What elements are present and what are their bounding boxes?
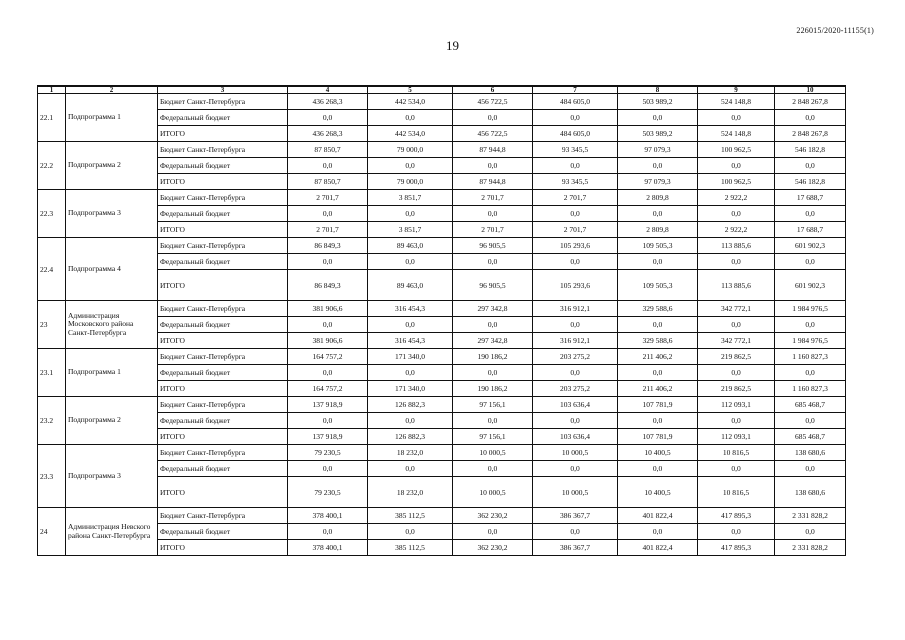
- table-row: [38, 381, 846, 397]
- table-row: [38, 524, 846, 540]
- value-cell: 107 781,9: [618, 397, 698, 413]
- value-cell: 0,0: [288, 158, 368, 174]
- document-number: 226015/2020-11155(1): [796, 26, 874, 35]
- value-cell: 0,0: [618, 365, 698, 381]
- value-cell: 685 468,7: [775, 429, 846, 445]
- row-code: 22.4: [38, 238, 66, 301]
- value-cell: 0,0: [775, 365, 846, 381]
- value-cell: 10 816,5: [698, 477, 775, 508]
- value-cell: 456 722,5: [453, 126, 533, 142]
- value-cell: 601 902,3: [775, 238, 846, 254]
- funding-source: Федеральный бюджет: [158, 254, 288, 270]
- value-cell: 2 809,8: [618, 190, 698, 206]
- row-name: Администрация Московского района Санкт-Петербурга: [66, 301, 158, 349]
- value-cell: 0,0: [533, 524, 618, 540]
- value-cell: 0,0: [775, 158, 846, 174]
- value-cell: 0,0: [618, 413, 698, 429]
- table-row: [38, 429, 846, 445]
- value-cell: 0,0: [775, 206, 846, 222]
- value-cell: 316 912,1: [533, 301, 618, 317]
- funding-source: ИТОГО: [158, 222, 288, 238]
- value-cell: 107 781,9: [618, 429, 698, 445]
- column-header: 1: [38, 86, 66, 94]
- row-name: Подпрограмма 1: [66, 349, 158, 397]
- table-row: [38, 142, 846, 158]
- column-header: 10: [775, 86, 846, 94]
- value-cell: 401 822,4: [618, 508, 698, 524]
- value-cell: 385 112,5: [368, 508, 453, 524]
- funding-source: Федеральный бюджет: [158, 461, 288, 477]
- value-cell: 0,0: [618, 110, 698, 126]
- value-cell: 219 862,5: [698, 349, 775, 365]
- funding-source: Федеральный бюджет: [158, 413, 288, 429]
- funding-source: ИТОГО: [158, 540, 288, 556]
- value-cell: 97 156,1: [453, 397, 533, 413]
- value-cell: 79 000,0: [368, 142, 453, 158]
- value-cell: 0,0: [698, 317, 775, 333]
- value-cell: 417 895,3: [698, 540, 775, 556]
- table-row: [38, 238, 846, 254]
- value-cell: 79 230,5: [288, 477, 368, 508]
- row-code: 22.1: [38, 94, 66, 142]
- value-cell: 2 701,7: [533, 222, 618, 238]
- value-cell: 329 588,6: [618, 333, 698, 349]
- value-cell: 1 160 827,3: [775, 349, 846, 365]
- row-name: Подпрограмма 4: [66, 238, 158, 301]
- table-row: [38, 397, 846, 413]
- value-cell: 0,0: [775, 524, 846, 540]
- value-cell: 442 534,0: [368, 94, 453, 110]
- funding-source: ИТОГО: [158, 333, 288, 349]
- column-header: 4: [288, 86, 368, 94]
- value-cell: 329 588,6: [618, 301, 698, 317]
- funding-source: Бюджет Санкт-Петербурга: [158, 301, 288, 317]
- value-cell: 97 079,3: [618, 142, 698, 158]
- value-cell: 93 345,5: [533, 174, 618, 190]
- row-name: Подпрограмма 3: [66, 445, 158, 508]
- value-cell: 0,0: [453, 206, 533, 222]
- value-cell: 10 000,5: [453, 477, 533, 508]
- column-header: 2: [66, 86, 158, 94]
- value-cell: 105 293,6: [533, 238, 618, 254]
- table-row: [38, 110, 846, 126]
- funding-source: Федеральный бюджет: [158, 206, 288, 222]
- value-cell: 105 293,6: [533, 270, 618, 301]
- value-cell: 97 079,3: [618, 174, 698, 190]
- value-cell: 0,0: [453, 254, 533, 270]
- table-row: [38, 126, 846, 142]
- value-cell: 316 912,1: [533, 333, 618, 349]
- value-cell: 10 000,5: [533, 445, 618, 461]
- value-cell: 0,0: [698, 365, 775, 381]
- value-cell: 0,0: [533, 317, 618, 333]
- value-cell: 10 816,5: [698, 445, 775, 461]
- row-name: Подпрограмма 3: [66, 190, 158, 238]
- value-cell: 456 722,5: [453, 94, 533, 110]
- table-row: [38, 94, 846, 110]
- table-row: [38, 174, 846, 190]
- row-code: 23.3: [38, 445, 66, 508]
- value-cell: 685 468,7: [775, 397, 846, 413]
- column-header: 7: [533, 86, 618, 94]
- value-cell: 524 148,8: [698, 94, 775, 110]
- value-cell: 0,0: [533, 206, 618, 222]
- value-cell: 0,0: [698, 413, 775, 429]
- table-row: [38, 190, 846, 206]
- value-cell: 1 984 976,5: [775, 301, 846, 317]
- value-cell: 171 340,0: [368, 349, 453, 365]
- value-cell: 89 463,0: [368, 270, 453, 301]
- value-cell: 138 680,6: [775, 445, 846, 461]
- value-cell: 113 885,6: [698, 270, 775, 301]
- table-row: [38, 477, 846, 508]
- value-cell: 0,0: [618, 461, 698, 477]
- value-cell: 0,0: [288, 524, 368, 540]
- value-cell: 0,0: [368, 158, 453, 174]
- funding-source: Федеральный бюджет: [158, 110, 288, 126]
- value-cell: 0,0: [288, 317, 368, 333]
- value-cell: 18 232,0: [368, 445, 453, 461]
- funding-source: Бюджет Санкт-Петербурга: [158, 142, 288, 158]
- value-cell: 2 701,7: [533, 190, 618, 206]
- value-cell: 2 701,7: [288, 190, 368, 206]
- value-cell: 342 772,1: [698, 301, 775, 317]
- value-cell: 0,0: [288, 461, 368, 477]
- table-row: [38, 254, 846, 270]
- value-cell: 2 922,2: [698, 222, 775, 238]
- value-cell: 436 268,3: [288, 94, 368, 110]
- value-cell: 0,0: [533, 461, 618, 477]
- value-cell: 2 922,2: [698, 190, 775, 206]
- value-cell: 0,0: [775, 317, 846, 333]
- funding-source: Федеральный бюджет: [158, 317, 288, 333]
- value-cell: 0,0: [533, 254, 618, 270]
- row-code: 23.2: [38, 397, 66, 445]
- value-cell: 484 605,0: [533, 126, 618, 142]
- value-cell: 219 862,5: [698, 381, 775, 397]
- value-cell: 378 400,1: [288, 540, 368, 556]
- value-cell: 96 905,5: [453, 238, 533, 254]
- value-cell: 2 809,8: [618, 222, 698, 238]
- row-code: 24: [38, 508, 66, 556]
- value-cell: 342 772,1: [698, 333, 775, 349]
- value-cell: 1 984 976,5: [775, 333, 846, 349]
- row-name: Подпрограмма 2: [66, 142, 158, 190]
- table-row: [38, 413, 846, 429]
- value-cell: 10 400,5: [618, 477, 698, 508]
- value-cell: 0,0: [453, 317, 533, 333]
- value-cell: 164 757,2: [288, 349, 368, 365]
- value-cell: 1 160 827,3: [775, 381, 846, 397]
- value-cell: 362 230,2: [453, 540, 533, 556]
- funding-source: Федеральный бюджет: [158, 158, 288, 174]
- funding-source: Бюджет Санкт-Петербурга: [158, 445, 288, 461]
- value-cell: 0,0: [618, 317, 698, 333]
- funding-source: Бюджет Санкт-Петербурга: [158, 94, 288, 110]
- value-cell: 0,0: [368, 365, 453, 381]
- row-code: 22.2: [38, 142, 66, 190]
- row-code: 23.1: [38, 349, 66, 397]
- value-cell: 0,0: [368, 254, 453, 270]
- table-row: [38, 270, 846, 301]
- value-cell: 10 000,5: [453, 445, 533, 461]
- funding-source: Бюджет Санкт-Петербурга: [158, 190, 288, 206]
- value-cell: 0,0: [775, 413, 846, 429]
- value-cell: 2 701,7: [453, 190, 533, 206]
- value-cell: 87 850,7: [288, 142, 368, 158]
- value-cell: 0,0: [368, 524, 453, 540]
- table-row: [38, 508, 846, 524]
- value-cell: 2 331 828,2: [775, 540, 846, 556]
- value-cell: 0,0: [453, 110, 533, 126]
- value-cell: 10 000,5: [533, 477, 618, 508]
- row-code: 23: [38, 301, 66, 349]
- column-header: 8: [618, 86, 698, 94]
- value-cell: 0,0: [453, 413, 533, 429]
- funding-source: ИТОГО: [158, 477, 288, 508]
- value-cell: 113 885,6: [698, 238, 775, 254]
- value-cell: 546 182,8: [775, 174, 846, 190]
- value-cell: 0,0: [775, 254, 846, 270]
- row-name: Администрация Невского района Санкт-Петербурга: [66, 508, 158, 556]
- value-cell: 164 757,2: [288, 381, 368, 397]
- value-cell: 0,0: [368, 317, 453, 333]
- value-cell: 601 902,3: [775, 270, 846, 301]
- table-row: [38, 301, 846, 317]
- value-cell: 0,0: [368, 461, 453, 477]
- column-header: 3: [158, 86, 288, 94]
- funding-source: Федеральный бюджет: [158, 524, 288, 540]
- value-cell: 401 822,4: [618, 540, 698, 556]
- value-cell: 0,0: [618, 254, 698, 270]
- table-row: [38, 317, 846, 333]
- table-row: [38, 445, 846, 461]
- funding-source: Бюджет Санкт-Петербурга: [158, 508, 288, 524]
- table-row: [38, 349, 846, 365]
- value-cell: 112 093,1: [698, 397, 775, 413]
- funding-source: ИТОГО: [158, 381, 288, 397]
- value-cell: 297 342,8: [453, 301, 533, 317]
- value-cell: 86 849,3: [288, 270, 368, 301]
- value-cell: 385 112,5: [368, 540, 453, 556]
- value-cell: 0,0: [533, 365, 618, 381]
- value-cell: 203 275,2: [533, 349, 618, 365]
- row-code: 22.3: [38, 190, 66, 238]
- table-body: [38, 86, 846, 556]
- column-header: 6: [453, 86, 533, 94]
- value-cell: 0,0: [368, 413, 453, 429]
- value-cell: 3 851,7: [368, 190, 453, 206]
- value-cell: 138 680,6: [775, 477, 846, 508]
- value-cell: 386 367,7: [533, 540, 618, 556]
- table-row: [38, 365, 846, 381]
- value-cell: 93 345,5: [533, 142, 618, 158]
- value-cell: 0,0: [533, 158, 618, 174]
- value-cell: 0,0: [453, 524, 533, 540]
- funding-source: Бюджет Санкт-Петербурга: [158, 238, 288, 254]
- value-cell: 89 463,0: [368, 238, 453, 254]
- value-cell: 2 848 267,8: [775, 94, 846, 110]
- funding-source: ИТОГО: [158, 429, 288, 445]
- value-cell: 503 989,2: [618, 94, 698, 110]
- value-cell: 0,0: [453, 461, 533, 477]
- table-row: [38, 206, 846, 222]
- value-cell: 546 182,8: [775, 142, 846, 158]
- value-cell: 0,0: [453, 158, 533, 174]
- value-cell: 417 895,3: [698, 508, 775, 524]
- table-row: [38, 461, 846, 477]
- value-cell: 96 905,5: [453, 270, 533, 301]
- value-cell: 86 849,3: [288, 238, 368, 254]
- page-number: 19: [446, 38, 459, 53]
- value-cell: 137 918,9: [288, 429, 368, 445]
- value-cell: 87 944,8: [453, 142, 533, 158]
- value-cell: 2 848 267,8: [775, 126, 846, 142]
- value-cell: 0,0: [698, 206, 775, 222]
- value-cell: 112 093,1: [698, 429, 775, 445]
- value-cell: 10 400,5: [618, 445, 698, 461]
- value-cell: 0,0: [698, 110, 775, 126]
- value-cell: 100 962,5: [698, 142, 775, 158]
- value-cell: 211 406,2: [618, 349, 698, 365]
- value-cell: 18 232,0: [368, 477, 453, 508]
- value-cell: 190 186,2: [453, 349, 533, 365]
- funding-source: Бюджет Санкт-Петербурга: [158, 397, 288, 413]
- value-cell: 211 406,2: [618, 381, 698, 397]
- value-cell: 362 230,2: [453, 508, 533, 524]
- value-cell: 190 186,2: [453, 381, 533, 397]
- value-cell: 2 701,7: [288, 222, 368, 238]
- table-row: [38, 540, 846, 556]
- value-cell: 316 454,3: [368, 333, 453, 349]
- column-header: 5: [368, 86, 453, 94]
- value-cell: 17 688,7: [775, 222, 846, 238]
- table-row: [38, 222, 846, 238]
- value-cell: 2 331 828,2: [775, 508, 846, 524]
- value-cell: 109 505,3: [618, 270, 698, 301]
- table-row: [38, 333, 846, 349]
- value-cell: 381 906,6: [288, 333, 368, 349]
- funding-source: Федеральный бюджет: [158, 365, 288, 381]
- value-cell: 0,0: [288, 254, 368, 270]
- value-cell: 137 918,9: [288, 397, 368, 413]
- value-cell: 0,0: [775, 110, 846, 126]
- value-cell: 0,0: [698, 158, 775, 174]
- value-cell: 17 688,7: [775, 190, 846, 206]
- value-cell: 203 275,2: [533, 381, 618, 397]
- value-cell: 0,0: [368, 206, 453, 222]
- value-cell: 0,0: [288, 110, 368, 126]
- value-cell: 79 000,0: [368, 174, 453, 190]
- value-cell: 2 701,7: [453, 222, 533, 238]
- funding-source: ИТОГО: [158, 174, 288, 190]
- budget-table: [37, 85, 846, 556]
- value-cell: 3 851,7: [368, 222, 453, 238]
- value-cell: 0,0: [775, 461, 846, 477]
- value-cell: 0,0: [288, 413, 368, 429]
- funding-source: ИТОГО: [158, 126, 288, 142]
- value-cell: 386 367,7: [533, 508, 618, 524]
- value-cell: 316 454,3: [368, 301, 453, 317]
- funding-source: Бюджет Санкт-Петербурга: [158, 349, 288, 365]
- table-row: [38, 158, 846, 174]
- value-cell: 378 400,1: [288, 508, 368, 524]
- header-row: [38, 86, 846, 94]
- value-cell: 126 882,3: [368, 397, 453, 413]
- row-name: Подпрограмма 2: [66, 397, 158, 445]
- value-cell: 442 534,0: [368, 126, 453, 142]
- value-cell: 87 944,8: [453, 174, 533, 190]
- value-cell: 381 906,6: [288, 301, 368, 317]
- value-cell: 484 605,0: [533, 94, 618, 110]
- value-cell: 0,0: [618, 206, 698, 222]
- column-header: 9: [698, 86, 775, 94]
- value-cell: 524 148,8: [698, 126, 775, 142]
- value-cell: 109 505,3: [618, 238, 698, 254]
- value-cell: 87 850,7: [288, 174, 368, 190]
- value-cell: 297 342,8: [453, 333, 533, 349]
- value-cell: 0,0: [368, 110, 453, 126]
- row-name: Подпрограмма 1: [66, 94, 158, 142]
- value-cell: 100 962,5: [698, 174, 775, 190]
- value-cell: 0,0: [288, 365, 368, 381]
- value-cell: 171 340,0: [368, 381, 453, 397]
- value-cell: 0,0: [618, 158, 698, 174]
- value-cell: 0,0: [533, 413, 618, 429]
- value-cell: 0,0: [533, 110, 618, 126]
- value-cell: 0,0: [618, 524, 698, 540]
- value-cell: 0,0: [698, 524, 775, 540]
- value-cell: 436 268,3: [288, 126, 368, 142]
- value-cell: 0,0: [288, 206, 368, 222]
- value-cell: 103 636,4: [533, 397, 618, 413]
- value-cell: 0,0: [453, 365, 533, 381]
- value-cell: 503 989,2: [618, 126, 698, 142]
- value-cell: 97 156,1: [453, 429, 533, 445]
- value-cell: 0,0: [698, 254, 775, 270]
- value-cell: 0,0: [698, 461, 775, 477]
- value-cell: 79 230,5: [288, 445, 368, 461]
- value-cell: 103 636,4: [533, 429, 618, 445]
- value-cell: 126 882,3: [368, 429, 453, 445]
- funding-source: ИТОГО: [158, 270, 288, 301]
